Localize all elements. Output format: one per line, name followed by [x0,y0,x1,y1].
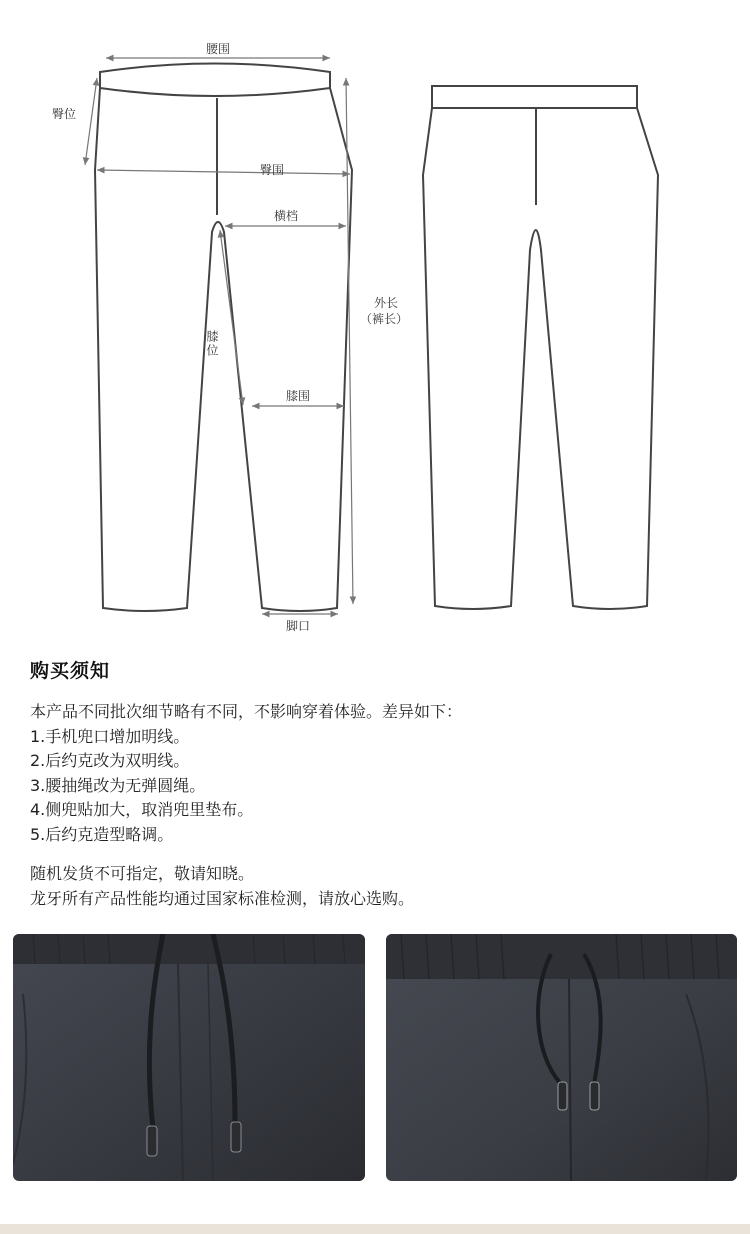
hip-position-label: 臀位 [52,107,77,121]
waist-label: 腰围 [205,42,231,56]
notice-item: 3.腰抽绳改为无弹圆绳。 [30,775,206,795]
knee-label: 膝围 [285,389,311,403]
notice-item: 2.后约克改为双明线。 [30,751,190,770]
notice-extra [30,862,730,911]
pants-length-label: （裤长） [359,312,409,326]
quality-note: 龙牙所有产品性能均通过国家标准检测，请放心选购。 [30,888,415,908]
hem-label: 脚口 [285,619,311,633]
notice-list [30,700,730,847]
bottom-divider [0,1224,750,1234]
shipping-note: 随机发货不可指定，敬请知晓。 [30,864,255,883]
notice-item: 5.后约克造型略调。 [30,824,174,844]
crotch-label: 横档 [273,209,299,223]
knee-position-label: 膝位 [205,330,219,358]
product-photo-right [386,934,737,1181]
back-pants-outline [423,86,658,609]
outer-length-label: 外长 [373,296,399,310]
dimension-lines [85,58,353,614]
hip-label: 臀围 [259,163,285,177]
notice-intro: 本产品不同批次细节略有不同，不影响穿着体验。差异如下： [30,702,463,721]
front-pants-outline [95,64,352,612]
notice-item: 4.侧兜贴加大，取消兜里垫布。 [30,800,254,819]
product-photo-left [13,934,365,1181]
notice-item: 1.手机兜口增加明线。 [30,726,190,746]
notice-title: 购买须知 [30,660,111,682]
